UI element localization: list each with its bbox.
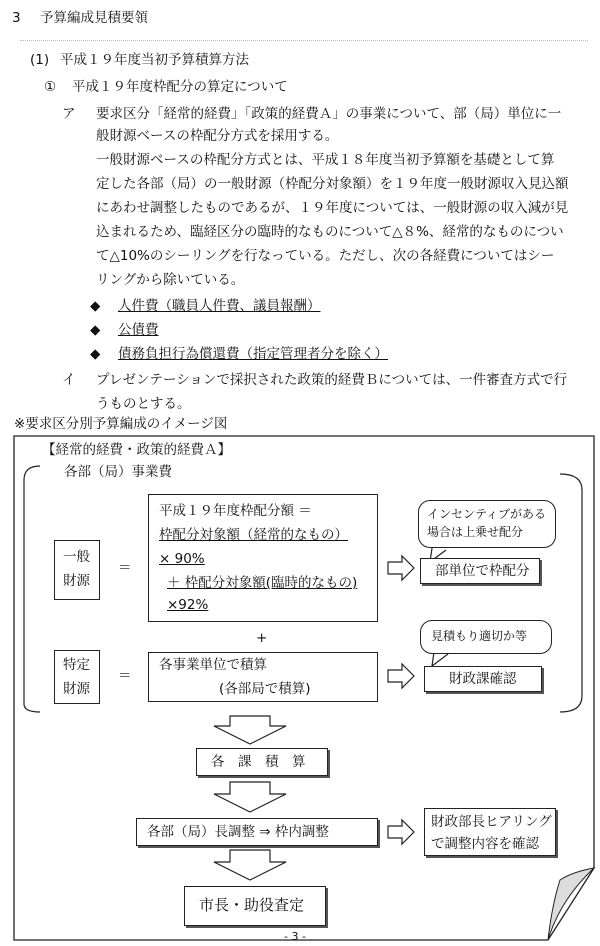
page-number: - 3 -	[284, 930, 306, 943]
equals-sign: ＝	[118, 668, 132, 684]
figure-caption: ※要求区分別予算編成のイメージ図	[14, 416, 228, 432]
section-number: 3	[12, 10, 21, 26]
mayor-assessment-box: 市長・助役査定	[184, 886, 326, 926]
formula-line: 平成１９年度枠配分額 ＝	[159, 503, 312, 519]
itemA-label: ア	[62, 106, 76, 122]
formula-line: × 90%	[159, 551, 205, 567]
formula-line: ＋ 枠配分対象額(臨時的なもの)	[167, 575, 358, 591]
section-estimate-box: 各 課 積 算	[196, 748, 328, 776]
figure-header: 【経常的経費・政策的経費Ａ】	[42, 442, 231, 458]
itemA-line: リングから除いている。	[96, 272, 245, 288]
finance-check-box: 財政課確認	[424, 666, 542, 692]
director-adjustment-box: 各部（局）長調整 ⇒ 枠内調整	[136, 818, 378, 846]
bullet-item: 債務負担行為償還費（指定管理者分を除く）	[118, 346, 388, 362]
dept-allocation-box: 部単位で枠配分	[420, 558, 540, 584]
diamond-bullet-icon: ◆	[90, 298, 101, 314]
bullet-item: 公債費	[118, 322, 159, 338]
sub1-label: (1)	[30, 52, 50, 68]
allocation-formula-box	[148, 494, 378, 622]
itemI-line: うものとする。	[96, 396, 191, 412]
itemA-line: 定した各部（局）の一般財源（枠配分対象額）を１９年度一般財源収入見込額	[96, 176, 569, 192]
general-funds-label: 一般 財源	[54, 540, 100, 600]
itemA-line: 一般財源ベースの枠配分方式とは、平成１８年度当初予算額を基礎として算	[96, 152, 555, 168]
formula-line: 枠配分対象額（経常的なもの）	[159, 527, 348, 543]
itemA-line: 般財源ベースの枠配分方式を採用する。	[96, 128, 339, 144]
itemI-line: プレゼンテーションで採択された政策的経費Ｂについては、一件審査方式で行	[96, 372, 568, 388]
equals-sign: ＝	[118, 560, 132, 576]
sub2-title: 平成１９年度枠配分の算定について	[72, 79, 288, 95]
estimate-check-speech-bubble: 見積もり適切か等	[420, 620, 552, 654]
project-estimate-box: 各事業単位で積算 (各部局で積算)	[148, 652, 378, 702]
specific-funds-label: 特定 財源	[54, 650, 100, 704]
dept-label: 各部（局）事業費	[64, 464, 172, 480]
itemA-line: 込まれるため、臨経区分の臨時的なものについて△８%、経常的なものについ	[96, 224, 564, 240]
itemA-line: 要求区分「経常的経費」「政策的経費Ａ」の事業について、部（局）単位に一	[96, 106, 562, 122]
formula-line: ×92%	[167, 597, 209, 613]
plus-sign: +	[256, 630, 268, 646]
sub2-label: ①	[44, 79, 57, 95]
diamond-bullet-icon: ◆	[90, 346, 101, 362]
itemA-line: て△10%のシーリングを行なっている。ただし、次の各経費についてはシー	[96, 248, 555, 264]
hearing-box: 財政部長ヒアリング で調整内容を確認	[424, 808, 556, 856]
sub1-title: 平成１９年度当初予算積算方法	[60, 52, 249, 68]
itemA-line: にあわせ調整したものであるが、１９年度については、一般財源の収入減が見	[96, 200, 569, 216]
diamond-bullet-icon: ◆	[90, 322, 101, 338]
section-title: 予算編成見積要領	[40, 10, 148, 26]
incentive-speech-bubble: インセンティブがある 場合は上乗せ配分	[418, 500, 556, 548]
itemI-label: イ	[62, 372, 76, 388]
bullet-item: 人件費（職員人件費、議員報酬）	[118, 298, 321, 314]
